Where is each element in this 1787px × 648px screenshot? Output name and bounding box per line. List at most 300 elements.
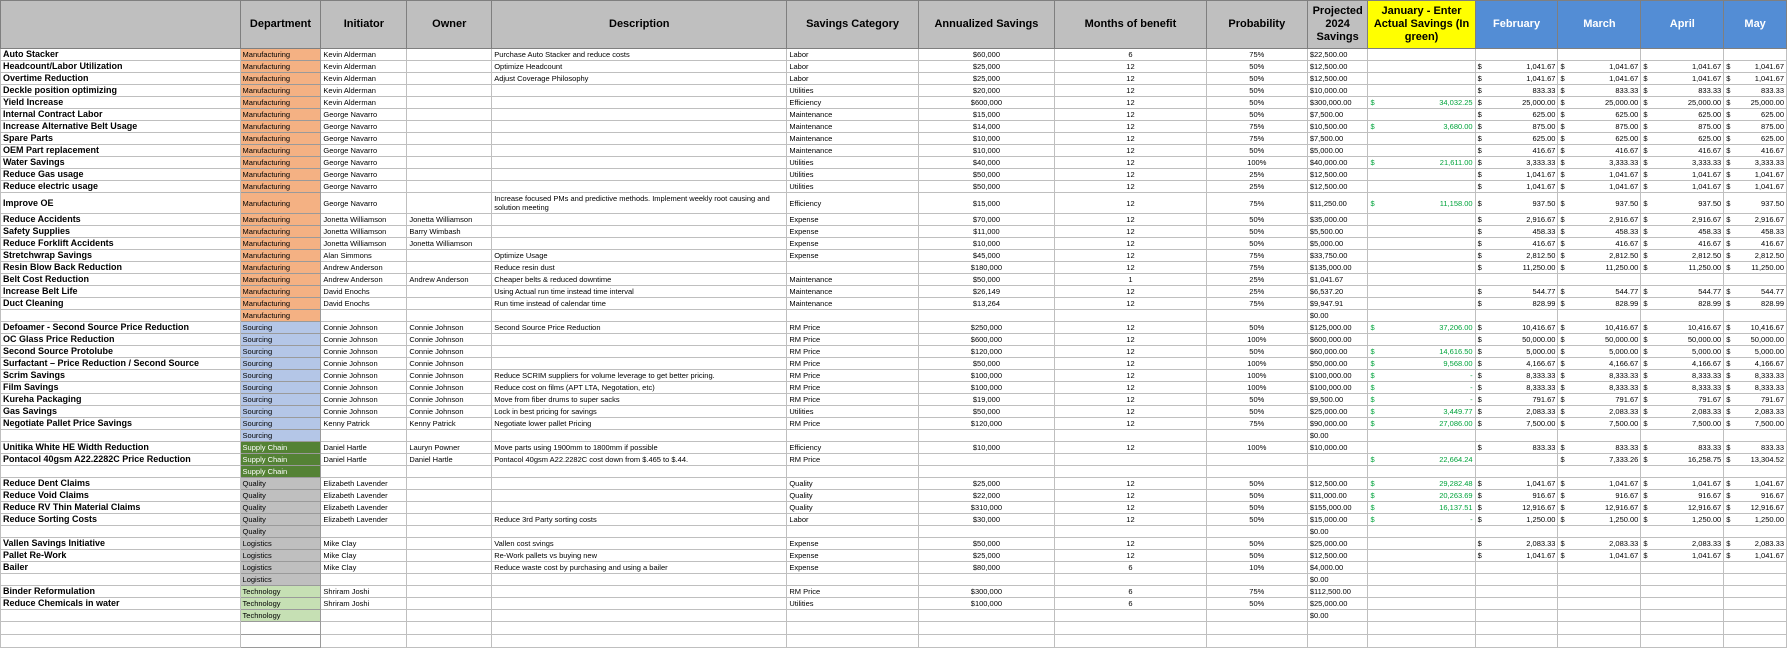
cell-annualized-savings[interactable]: $25,000 xyxy=(918,61,1054,73)
cell-department[interactable]: Manufacturing xyxy=(240,73,321,85)
cell-may[interactable] xyxy=(1724,622,1787,635)
cell-owner[interactable]: Connie Johnson xyxy=(407,322,492,334)
cell-march[interactable] xyxy=(1558,478,1641,490)
cell-description[interactable] xyxy=(492,526,787,538)
cell-department[interactable]: Manufacturing xyxy=(240,49,321,61)
cell-project-name[interactable]: Yield Increase xyxy=(1,97,241,109)
cell-months-of-benefit[interactable]: 6 xyxy=(1055,49,1207,61)
cell-march[interactable] xyxy=(1558,145,1641,157)
cell-february[interactable] xyxy=(1475,121,1558,133)
cell-probability[interactable]: 50% xyxy=(1206,490,1307,502)
cell-annualized-savings[interactable]: $50,000 xyxy=(918,169,1054,181)
cell-march[interactable] xyxy=(1558,310,1641,322)
cell-savings-category[interactable]: Maintenance xyxy=(787,133,918,145)
cell-description[interactable] xyxy=(492,181,787,193)
cell-february[interactable] xyxy=(1475,157,1558,169)
cell-january[interactable] xyxy=(1368,610,1475,622)
cell-description[interactable]: Optimize Headcount xyxy=(492,61,787,73)
cell-march[interactable] xyxy=(1558,226,1641,238)
cell-march[interactable] xyxy=(1558,610,1641,622)
cell-department[interactable]: Manufacturing xyxy=(240,85,321,97)
cell-initiator[interactable]: Connie Johnson xyxy=(321,370,407,382)
cell-projected-savings[interactable]: $112,500.00 xyxy=(1307,586,1368,598)
cell-projected-savings[interactable]: $11,250.00 xyxy=(1307,193,1368,214)
cell-probability[interactable]: 50% xyxy=(1206,514,1307,526)
cell-project-name[interactable] xyxy=(1,610,241,622)
cell-probability[interactable]: 75% xyxy=(1206,586,1307,598)
cell-annualized-savings[interactable]: $30,000 xyxy=(918,514,1054,526)
cell-march[interactable] xyxy=(1558,250,1641,262)
cell-months-of-benefit[interactable]: 12 xyxy=(1055,418,1207,430)
cell-january[interactable] xyxy=(1368,346,1475,358)
cell-owner[interactable] xyxy=(407,490,492,502)
cell-months-of-benefit[interactable]: 12 xyxy=(1055,502,1207,514)
cell-probability[interactable]: 75% xyxy=(1206,133,1307,145)
cell-may[interactable] xyxy=(1724,358,1787,370)
header-cell-department[interactable]: Department xyxy=(240,1,321,49)
cell-initiator[interactable]: Connie Johnson xyxy=(321,346,407,358)
cell-march[interactable] xyxy=(1558,550,1641,562)
cell-february[interactable] xyxy=(1475,442,1558,454)
cell-march[interactable] xyxy=(1558,109,1641,121)
cell-april[interactable] xyxy=(1641,226,1724,238)
cell-projected-savings[interactable]: $15,000.00 xyxy=(1307,514,1368,526)
cell-owner[interactable] xyxy=(407,157,492,169)
cell-department[interactable]: Manufacturing xyxy=(240,121,321,133)
cell-march[interactable] xyxy=(1558,382,1641,394)
cell-may[interactable] xyxy=(1724,574,1787,586)
cell-april[interactable] xyxy=(1641,109,1724,121)
cell-may[interactable] xyxy=(1724,298,1787,310)
cell-march[interactable] xyxy=(1558,370,1641,382)
cell-initiator[interactable]: George Navarro xyxy=(321,193,407,214)
cell-april[interactable] xyxy=(1641,250,1724,262)
cell-savings-category[interactable]: RM Price xyxy=(787,394,918,406)
cell-department[interactable]: Manufacturing xyxy=(240,250,321,262)
cell-january[interactable] xyxy=(1368,490,1475,502)
cell-initiator[interactable]: Kevin Alderman xyxy=(321,97,407,109)
cell-annualized-savings[interactable]: $600,000 xyxy=(918,334,1054,346)
cell-february[interactable] xyxy=(1475,169,1558,181)
cell-initiator[interactable]: Shriram Joshi xyxy=(321,598,407,610)
cell-savings-category[interactable]: Efficiency xyxy=(787,193,918,214)
cell-april[interactable] xyxy=(1641,430,1724,442)
cell-savings-category[interactable] xyxy=(787,526,918,538)
cell-owner[interactable]: Connie Johnson xyxy=(407,358,492,370)
cell-february[interactable] xyxy=(1475,598,1558,610)
cell-april[interactable] xyxy=(1641,358,1724,370)
cell-project-name[interactable]: OC Glass Price Reduction xyxy=(1,334,241,346)
cell-january[interactable] xyxy=(1368,394,1475,406)
cell-description[interactable] xyxy=(492,502,787,514)
cell-project-name[interactable]: Safety Supplies xyxy=(1,226,241,238)
cell-owner[interactable]: Jonetta Williamson xyxy=(407,238,492,250)
cell-savings-category[interactable] xyxy=(787,622,918,635)
cell-savings-category[interactable]: Expense xyxy=(787,238,918,250)
cell-projected-savings[interactable]: $7,500.00 xyxy=(1307,133,1368,145)
cell-february[interactable] xyxy=(1475,310,1558,322)
cell-description[interactable]: Increase focused PMs and predictive methods. Implement weekly root causing and solution meeting xyxy=(492,193,787,214)
cell-april[interactable] xyxy=(1641,622,1724,635)
cell-owner[interactable]: Connie Johnson xyxy=(407,346,492,358)
cell-january[interactable] xyxy=(1368,145,1475,157)
cell-project-name[interactable]: Bailer xyxy=(1,562,241,574)
cell-initiator[interactable]: David Enochs xyxy=(321,298,407,310)
cell-description[interactable] xyxy=(492,490,787,502)
cell-january[interactable] xyxy=(1368,322,1475,334)
header-cell-probability[interactable]: Probability xyxy=(1206,1,1307,49)
cell-annualized-savings[interactable]: $19,000 xyxy=(918,394,1054,406)
cell-owner[interactable] xyxy=(407,250,492,262)
cell-project-name[interactable]: Increase Alternative Belt Usage xyxy=(1,121,241,133)
cell-may[interactable] xyxy=(1724,85,1787,97)
cell-initiator[interactable] xyxy=(321,635,407,648)
cell-march[interactable] xyxy=(1558,73,1641,85)
cell-months-of-benefit[interactable]: 12 xyxy=(1055,490,1207,502)
cell-project-name[interactable]: Binder Reformulation xyxy=(1,586,241,598)
cell-annualized-savings[interactable]: $60,000 xyxy=(918,49,1054,61)
cell-probability[interactable]: 50% xyxy=(1206,346,1307,358)
cell-initiator[interactable]: Shriram Joshi xyxy=(321,586,407,598)
cell-initiator[interactable]: George Navarro xyxy=(321,157,407,169)
cell-probability[interactable] xyxy=(1206,310,1307,322)
cell-probability[interactable]: 75% xyxy=(1206,49,1307,61)
cell-savings-category[interactable]: Quality xyxy=(787,490,918,502)
cell-april[interactable] xyxy=(1641,550,1724,562)
cell-april[interactable] xyxy=(1641,49,1724,61)
cell-february[interactable] xyxy=(1475,238,1558,250)
cell-initiator[interactable]: Alan Simmons xyxy=(321,250,407,262)
cell-owner[interactable] xyxy=(407,514,492,526)
cell-projected-savings[interactable]: $100,000.00 xyxy=(1307,370,1368,382)
cell-april[interactable] xyxy=(1641,238,1724,250)
cell-annualized-savings[interactable]: $50,000 xyxy=(918,406,1054,418)
cell-annualized-savings[interactable] xyxy=(918,454,1054,466)
cell-february[interactable] xyxy=(1475,502,1558,514)
cell-april[interactable] xyxy=(1641,466,1724,478)
cell-probability[interactable]: 50% xyxy=(1206,226,1307,238)
cell-department[interactable]: Supply Chain xyxy=(240,466,321,478)
cell-project-name[interactable] xyxy=(1,310,241,322)
cell-project-name[interactable]: Improve OE xyxy=(1,193,241,214)
cell-savings-category[interactable]: Expense xyxy=(787,550,918,562)
cell-initiator[interactable]: Connie Johnson xyxy=(321,322,407,334)
cell-april[interactable] xyxy=(1641,274,1724,286)
cell-probability[interactable]: 50% xyxy=(1206,550,1307,562)
cell-april[interactable] xyxy=(1641,586,1724,598)
cell-months-of-benefit[interactable]: 12 xyxy=(1055,121,1207,133)
cell-months-of-benefit[interactable] xyxy=(1055,310,1207,322)
cell-annualized-savings[interactable] xyxy=(918,574,1054,586)
cell-months-of-benefit[interactable]: 12 xyxy=(1055,358,1207,370)
cell-owner[interactable] xyxy=(407,298,492,310)
cell-january[interactable] xyxy=(1368,574,1475,586)
cell-description[interactable] xyxy=(492,226,787,238)
cell-department[interactable]: Sourcing xyxy=(240,430,321,442)
cell-probability[interactable]: 25% xyxy=(1206,274,1307,286)
cell-may[interactable] xyxy=(1724,334,1787,346)
cell-owner[interactable] xyxy=(407,286,492,298)
cell-projected-savings[interactable]: $0.00 xyxy=(1307,310,1368,322)
cell-annualized-savings[interactable]: $10,000 xyxy=(918,442,1054,454)
cell-projected-savings[interactable]: $155,000.00 xyxy=(1307,502,1368,514)
cell-department[interactable]: Logistics xyxy=(240,562,321,574)
cell-march[interactable] xyxy=(1558,214,1641,226)
cell-savings-category[interactable]: Efficiency xyxy=(787,442,918,454)
cell-initiator[interactable]: Daniel Hartle xyxy=(321,442,407,454)
cell-probability[interactable]: 25% xyxy=(1206,286,1307,298)
cell-months-of-benefit[interactable]: 12 xyxy=(1055,193,1207,214)
cell-march[interactable] xyxy=(1558,169,1641,181)
cell-savings-category[interactable]: RM Price xyxy=(787,586,918,598)
cell-savings-category[interactable]: RM Price xyxy=(787,346,918,358)
cell-may[interactable] xyxy=(1724,49,1787,61)
cell-march[interactable] xyxy=(1558,490,1641,502)
cell-april[interactable] xyxy=(1641,502,1724,514)
cell-march[interactable] xyxy=(1558,61,1641,73)
cell-department[interactable]: Sourcing xyxy=(240,370,321,382)
cell-months-of-benefit[interactable] xyxy=(1055,454,1207,466)
cell-savings-category[interactable]: Utilities xyxy=(787,406,918,418)
cell-initiator[interactable] xyxy=(321,526,407,538)
cell-months-of-benefit[interactable]: 12 xyxy=(1055,85,1207,97)
cell-february[interactable] xyxy=(1475,298,1558,310)
header-cell-march[interactable]: March xyxy=(1558,1,1641,49)
cell-annualized-savings[interactable]: $300,000 xyxy=(918,586,1054,598)
cell-may[interactable] xyxy=(1724,145,1787,157)
cell-february[interactable] xyxy=(1475,334,1558,346)
cell-months-of-benefit[interactable]: 12 xyxy=(1055,250,1207,262)
cell-april[interactable] xyxy=(1641,454,1724,466)
cell-april[interactable] xyxy=(1641,562,1724,574)
cell-savings-category[interactable]: Labor xyxy=(787,49,918,61)
cell-owner[interactable] xyxy=(407,49,492,61)
cell-february[interactable] xyxy=(1475,574,1558,586)
cell-april[interactable] xyxy=(1641,169,1724,181)
cell-february[interactable] xyxy=(1475,49,1558,61)
cell-january[interactable] xyxy=(1368,238,1475,250)
cell-annualized-savings[interactable] xyxy=(918,526,1054,538)
cell-annualized-savings[interactable] xyxy=(918,622,1054,635)
cell-january[interactable] xyxy=(1368,466,1475,478)
cell-february[interactable] xyxy=(1475,274,1558,286)
cell-projected-savings[interactable]: $11,000.00 xyxy=(1307,490,1368,502)
cell-probability[interactable]: 100% xyxy=(1206,370,1307,382)
cell-march[interactable] xyxy=(1558,49,1641,61)
cell-january[interactable] xyxy=(1368,502,1475,514)
cell-months-of-benefit[interactable]: 12 xyxy=(1055,214,1207,226)
cell-april[interactable] xyxy=(1641,193,1724,214)
cell-annualized-savings[interactable]: $25,000 xyxy=(918,73,1054,85)
cell-description[interactable] xyxy=(492,622,787,635)
cell-march[interactable] xyxy=(1558,262,1641,274)
cell-savings-category[interactable]: Maintenance xyxy=(787,121,918,133)
cell-january[interactable] xyxy=(1368,274,1475,286)
cell-annualized-savings[interactable]: $70,000 xyxy=(918,214,1054,226)
cell-probability[interactable]: 50% xyxy=(1206,478,1307,490)
cell-department[interactable]: Manufacturing xyxy=(240,145,321,157)
cell-description[interactable] xyxy=(492,145,787,157)
cell-initiator[interactable]: Connie Johnson xyxy=(321,394,407,406)
cell-months-of-benefit[interactable]: 12 xyxy=(1055,61,1207,73)
cell-projected-savings[interactable]: $12,500.00 xyxy=(1307,61,1368,73)
cell-february[interactable] xyxy=(1475,370,1558,382)
cell-owner[interactable] xyxy=(407,562,492,574)
cell-annualized-savings[interactable]: $50,000 xyxy=(918,274,1054,286)
cell-project-name[interactable]: Defoamer - Second Source Price Reduction xyxy=(1,322,241,334)
cell-probability[interactable]: 50% xyxy=(1206,502,1307,514)
cell-months-of-benefit[interactable]: 12 xyxy=(1055,157,1207,169)
cell-projected-savings[interactable]: $22,500.00 xyxy=(1307,49,1368,61)
cell-initiator[interactable]: Kenny Patrick xyxy=(321,418,407,430)
cell-initiator[interactable]: Connie Johnson xyxy=(321,382,407,394)
cell-january[interactable] xyxy=(1368,442,1475,454)
cell-projected-savings[interactable]: $50,000.00 xyxy=(1307,358,1368,370)
cell-march[interactable] xyxy=(1558,274,1641,286)
cell-savings-category[interactable]: Expense xyxy=(787,250,918,262)
cell-february[interactable] xyxy=(1475,145,1558,157)
cell-april[interactable] xyxy=(1641,418,1724,430)
cell-project-name[interactable]: Increase Belt Life xyxy=(1,286,241,298)
cell-months-of-benefit[interactable]: 12 xyxy=(1055,262,1207,274)
cell-savings-category[interactable]: Labor xyxy=(787,61,918,73)
cell-project-name[interactable]: Reduce Gas usage xyxy=(1,169,241,181)
cell-department[interactable]: Quality xyxy=(240,490,321,502)
cell-april[interactable] xyxy=(1641,478,1724,490)
cell-projected-savings[interactable]: $12,500.00 xyxy=(1307,181,1368,193)
cell-probability[interactable]: 50% xyxy=(1206,73,1307,85)
cell-january[interactable] xyxy=(1368,73,1475,85)
cell-description[interactable] xyxy=(492,574,787,586)
cell-owner[interactable] xyxy=(407,502,492,514)
cell-may[interactable] xyxy=(1724,214,1787,226)
cell-projected-savings[interactable]: $90,000.00 xyxy=(1307,418,1368,430)
cell-annualized-savings[interactable]: $13,264 xyxy=(918,298,1054,310)
cell-march[interactable] xyxy=(1558,635,1641,648)
cell-months-of-benefit[interactable]: 6 xyxy=(1055,562,1207,574)
cell-initiator[interactable]: Daniel Hartle xyxy=(321,454,407,466)
cell-annualized-savings[interactable]: $10,000 xyxy=(918,238,1054,250)
cell-owner[interactable]: Connie Johnson xyxy=(407,406,492,418)
cell-probability[interactable]: 50% xyxy=(1206,406,1307,418)
cell-january[interactable] xyxy=(1368,334,1475,346)
cell-january[interactable] xyxy=(1368,85,1475,97)
cell-savings-category[interactable] xyxy=(787,635,918,648)
cell-owner[interactable] xyxy=(407,181,492,193)
cell-may[interactable] xyxy=(1724,550,1787,562)
cell-description[interactable]: Pontacol 40gsm A22.2282C cost down from $.465 to $.44. xyxy=(492,454,787,466)
cell-march[interactable] xyxy=(1558,514,1641,526)
cell-january[interactable] xyxy=(1368,562,1475,574)
cell-january[interactable] xyxy=(1368,214,1475,226)
cell-description[interactable] xyxy=(492,121,787,133)
cell-annualized-savings[interactable]: $100,000 xyxy=(918,370,1054,382)
cell-march[interactable] xyxy=(1558,586,1641,598)
cell-february[interactable] xyxy=(1475,490,1558,502)
cell-january[interactable] xyxy=(1368,370,1475,382)
cell-projected-savings[interactable]: $10,500.00 xyxy=(1307,121,1368,133)
cell-months-of-benefit[interactable]: 12 xyxy=(1055,514,1207,526)
cell-february[interactable] xyxy=(1475,382,1558,394)
cell-months-of-benefit[interactable] xyxy=(1055,430,1207,442)
cell-april[interactable] xyxy=(1641,298,1724,310)
cell-initiator[interactable] xyxy=(321,310,407,322)
cell-department[interactable]: Logistics xyxy=(240,574,321,586)
cell-projected-savings[interactable] xyxy=(1307,466,1368,478)
cell-initiator[interactable]: Elizabeth Lavender xyxy=(321,478,407,490)
cell-april[interactable] xyxy=(1641,286,1724,298)
cell-department[interactable]: Manufacturing xyxy=(240,226,321,238)
cell-january[interactable] xyxy=(1368,97,1475,109)
cell-project-name[interactable]: Resin Blow Back Reduction xyxy=(1,262,241,274)
cell-february[interactable] xyxy=(1475,406,1558,418)
cell-owner[interactable]: Andrew Anderson xyxy=(407,274,492,286)
cell-description[interactable] xyxy=(492,358,787,370)
cell-april[interactable] xyxy=(1641,157,1724,169)
cell-months-of-benefit[interactable]: 12 xyxy=(1055,538,1207,550)
cell-owner[interactable] xyxy=(407,574,492,586)
cell-may[interactable] xyxy=(1724,490,1787,502)
cell-february[interactable] xyxy=(1475,430,1558,442)
cell-project-name[interactable]: Kureha Packaging xyxy=(1,394,241,406)
cell-months-of-benefit[interactable]: 12 xyxy=(1055,394,1207,406)
cell-probability[interactable]: 75% xyxy=(1206,121,1307,133)
cell-project-name[interactable]: Belt Cost Reduction xyxy=(1,274,241,286)
cell-department[interactable]: Sourcing xyxy=(240,382,321,394)
cell-annualized-savings[interactable]: $20,000 xyxy=(918,85,1054,97)
cell-project-name[interactable] xyxy=(1,466,241,478)
cell-project-name[interactable]: Reduce electric usage xyxy=(1,181,241,193)
cell-february[interactable] xyxy=(1475,181,1558,193)
cell-probability[interactable] xyxy=(1206,466,1307,478)
cell-february[interactable] xyxy=(1475,109,1558,121)
cell-initiator[interactable] xyxy=(321,466,407,478)
cell-projected-savings[interactable]: $125,000.00 xyxy=(1307,322,1368,334)
cell-may[interactable] xyxy=(1724,61,1787,73)
cell-annualized-savings[interactable]: $25,000 xyxy=(918,478,1054,490)
cell-months-of-benefit[interactable] xyxy=(1055,466,1207,478)
cell-savings-category[interactable]: RM Price xyxy=(787,334,918,346)
cell-annualized-savings[interactable]: $40,000 xyxy=(918,157,1054,169)
cell-department[interactable]: Manufacturing xyxy=(240,133,321,145)
cell-description[interactable] xyxy=(492,97,787,109)
cell-months-of-benefit[interactable]: 12 xyxy=(1055,169,1207,181)
cell-description[interactable] xyxy=(492,586,787,598)
cell-annualized-savings[interactable] xyxy=(918,310,1054,322)
cell-may[interactable] xyxy=(1724,610,1787,622)
cell-february[interactable] xyxy=(1475,97,1558,109)
cell-february[interactable] xyxy=(1475,454,1558,466)
cell-probability[interactable]: 50% xyxy=(1206,109,1307,121)
cell-may[interactable] xyxy=(1724,442,1787,454)
cell-description[interactable]: Using Actual run time instead time interval xyxy=(492,286,787,298)
cell-february[interactable] xyxy=(1475,262,1558,274)
cell-probability[interactable]: 75% xyxy=(1206,250,1307,262)
cell-savings-category[interactable]: Maintenance xyxy=(787,109,918,121)
cell-description[interactable]: Reduce SCRIM suppliers for volume leverage to get better pricing. xyxy=(492,370,787,382)
cell-projected-savings[interactable] xyxy=(1307,622,1368,635)
cell-april[interactable] xyxy=(1641,85,1724,97)
cell-months-of-benefit[interactable]: 12 xyxy=(1055,73,1207,85)
cell-january[interactable] xyxy=(1368,250,1475,262)
cell-february[interactable] xyxy=(1475,346,1558,358)
cell-department[interactable]: Manufacturing xyxy=(240,238,321,250)
cell-may[interactable] xyxy=(1724,109,1787,121)
cell-department[interactable]: Sourcing xyxy=(240,394,321,406)
cell-owner[interactable] xyxy=(407,466,492,478)
cell-february[interactable] xyxy=(1475,635,1558,648)
cell-months-of-benefit[interactable]: 12 xyxy=(1055,382,1207,394)
